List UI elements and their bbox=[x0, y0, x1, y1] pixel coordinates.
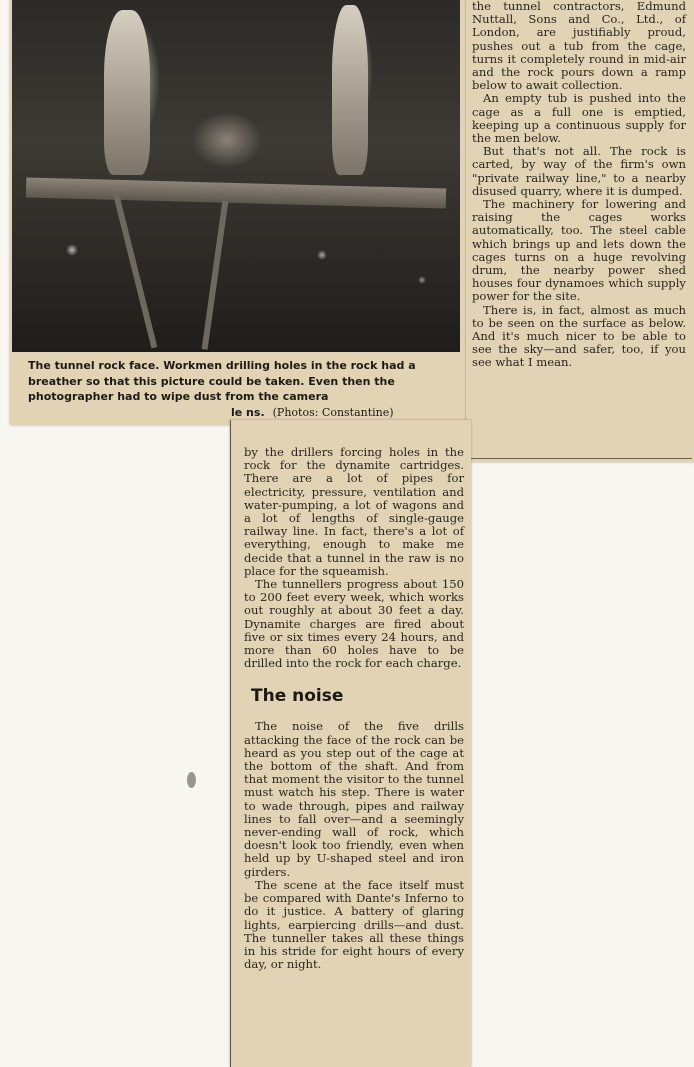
paragraph: The tunnellers progress about 150 to 200 feet every week, which works out roughly at about 30 feet a day. Dynamite charges are fired about five or six times every 24 hours, and more than 60 holes have to be drilled into the rock for each charge. bbox=[244, 577, 464, 671]
paragraph: the tunnel contractors, Edmund Nuttall, Sons and Co., Ltd., of London, are justifiably proud, pushes out a tub from the cage, turns it completely round in mid-air and the rock pours down a ramp below to await collection. bbox=[472, 0, 686, 93]
paragraph: The machinery for lowering and raising the cages works automatically, too. The steel cable which brings up and lets down the cages turns on a huge revolving drum, the nearby power shed houses four dynamoes which supply power for the site. bbox=[472, 197, 686, 304]
middle-column-text bbox=[244, 446, 464, 971]
paragraph: But that's not all. The rock is carted, by way of the firm's own "private railway line," to a nearby disused quarry, where it is dumped. bbox=[472, 144, 686, 198]
drill-rod bbox=[113, 192, 158, 349]
paragraph: by the drillers forcing holes in the rock for the dynamite cartridges. There are a lot of pipes for electricity, pressure, ventilation and water-pumping, a lot of wagons and a lot of lengths of single-gauge railway line. In fact, there's a lot of everything, enough to make me decide that a tunnel in the raw is no place for the squeamish. bbox=[244, 445, 464, 578]
section-subheading: The noise bbox=[251, 686, 344, 707]
tunnel-rock-face-photo bbox=[12, 0, 460, 352]
caption-end-line bbox=[28, 405, 458, 421]
paper-smudge bbox=[187, 772, 196, 788]
caption-end: le ns. bbox=[231, 405, 265, 419]
workman-figure bbox=[104, 10, 150, 175]
steel-beam bbox=[26, 178, 446, 209]
photo-caption bbox=[28, 358, 458, 420]
right-column-clipping bbox=[466, 0, 694, 462]
middle-column-clipping bbox=[230, 420, 471, 1067]
paragraph: There is, in fact, almost as much to be seen on the surface as below. And it's much nicer to be able to see the sky—and safer, too, if you see what I mean. bbox=[472, 302, 686, 370]
drill-rod bbox=[202, 200, 229, 349]
paragraph: The noise of the five drills attacking the face of the rock can be heard as you step out of the cage at the bottom of the shaft. And from that moment the visitor to the tunnel must watch his step. There is water to wade through, pipes and railway lines to fall over—and a seemingly never-ending wall of rock, which doesn't look too friendly, even when held up by U-shaped steel and iron girders. bbox=[244, 719, 464, 879]
column-rule bbox=[468, 458, 692, 459]
photo-clipping bbox=[10, 0, 468, 425]
paragraph: The scene at the face itself must be compared with Dante's Inferno to do it justice. A battery of glaring lights, earpiercing drills—and dust. The tunneller takes all these things in his stride for eight hours of every day, or night. bbox=[244, 877, 464, 972]
paragraph: An empty tub is pushed into the cage as a full one is emptied, keeping up a continuous supply for the men below. bbox=[472, 91, 686, 146]
caption-text: The tunnel rock face. Workmen drilling holes in the rock had a breather so that this picture could be taken. Even then the photographer had to wipe dust from the camera bbox=[28, 359, 416, 403]
workman-figure bbox=[332, 5, 368, 175]
right-column-text bbox=[472, 0, 686, 370]
photo-credit: (Photos: Constantine) bbox=[272, 405, 394, 419]
